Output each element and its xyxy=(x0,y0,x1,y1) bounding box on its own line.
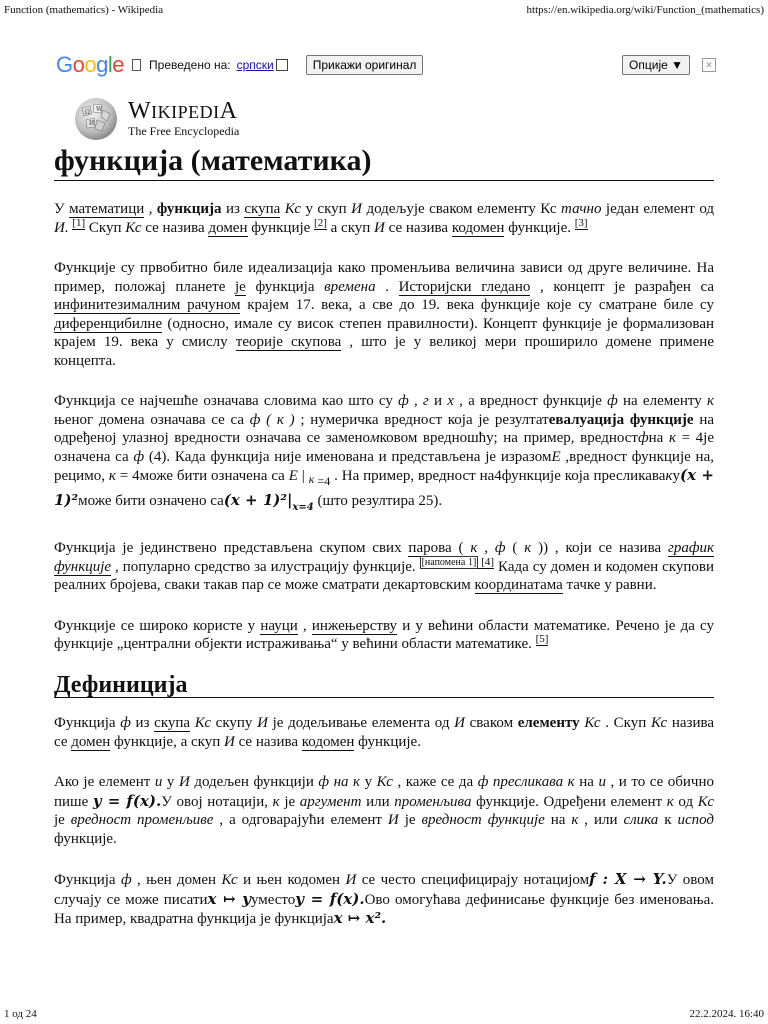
svg-text:Ω: Ω xyxy=(85,109,90,116)
reference-2[interactable]: [2] xyxy=(314,216,327,229)
link-science[interactable]: науци xyxy=(260,617,298,634)
print-page-number: 1 од 24 xyxy=(4,1008,37,1020)
section-heading-definition: Дефиниција xyxy=(54,676,714,699)
formula-evaluated: (x + 1)²| xyxy=(223,490,293,509)
link-infinitesimal-calculus[interactable]: инфинитезималним рачуном xyxy=(54,297,241,313)
paragraph-notation: Функција се најчешће означава словима као што су ф , г и х , а вредност функције ф на елементу к њеног домена означава се са ф ( к ) ; нумеричка вредност која је резултатевалуација функције на одређеној улазној вредности означава се заменомковом вредношћу; на пример, вредностфна к = 4је означена са ф (4). Када функција није именована и представљена је изразомЕ ,вредност функције на, рецимо, к = 4може бити означена са Е | $_к$ $_{=4}$ . На пример, вредност на4функције која пресликаваку(x + 1)²може бити означено $са(x + 1)^2|_{x=4}$ (што резултира 25). xyxy=(54,393,715,513)
reference-4[interactable]: [4] xyxy=(478,555,495,568)
translated-to-label: Преведено на: xyxy=(149,58,231,72)
close-icon[interactable]: ✕ xyxy=(702,58,716,72)
paragraph-arrow-notation: Функција ф , њен домен Кс и њен кодомен И се често специфицирају нотацијомf : X → Y.У овом случају се може писатиx ↦ yуместоy = f(x).Ово омогућава дефинисање функције без именовања. На пример, квадратна функција је функцијаx ↦ x². xyxy=(54,870,715,927)
page-title: функција (математика) xyxy=(54,144,714,181)
wikipedia-globe-icon xyxy=(70,94,122,142)
print-title: Function (mathematics) - Wikipedia xyxy=(4,4,164,16)
reference-3[interactable]: [3] xyxy=(574,216,588,229)
article-content xyxy=(54,200,714,951)
wordmark-tagline: The Free Encyclopedia xyxy=(128,124,240,138)
paragraph-usage: Функције се широко користе у науци , инжењерству и у већини области математике. Речено је да су функције „централни објекти истраживања“ у већини области математике. [5] xyxy=(54,617,715,652)
link-is[interactable]: је xyxy=(235,278,246,295)
google-translate-bar xyxy=(56,50,716,80)
formula-y-equals-f-x: y = f(x). xyxy=(92,791,162,810)
paragraph-history: Функције су првобитно биле идеализација како променљива величина зависи од друге величине. На пример, положај планете је функција времена . Историјски гледано , концепт је разрађен са инфинитезималним рачуном крајем 17. века, а све до 19. века функције које су сматране биле су диференцибилне (односно, имале су висок степен правилности). Концепт функције је формализован крајем 19. века у смислу теорије скупова , што је у великој мери проширило домене примене концепта. xyxy=(54,260,715,369)
paragraph-intro: У математици , функција из скупа Кс у скуп И додељује сваком елементу Кс тачно један елемент од И. [1] Скуп Кс се назива домен функције [2] а скуп И се назива кодомен функције. [3] xyxy=(54,201,715,236)
link-mathematics[interactable]: математици xyxy=(69,201,145,217)
formula-f-x-to-y: f : X → Y. xyxy=(589,870,667,888)
link-set[interactable]: скупа xyxy=(244,201,281,217)
language-checkbox[interactable] xyxy=(276,59,288,71)
print-header xyxy=(0,0,768,20)
paragraph-graph: Функција је јединствено представљена скупом свих парова ( к , ф ( к )) , који се назива график функције , популарно средство за илустрацију функције. [напомена 1] [4] Када су домен и кодомен скупови реалних бројева, сваки такав пар се може сматрати декартовским координатама тачке у равни. xyxy=(54,540,715,593)
google-logo: Google xyxy=(56,52,125,77)
link-graph-of-function[interactable]: график функције xyxy=(54,540,715,575)
link-codomain-2[interactable]: кодомен xyxy=(301,733,355,750)
svg-text:W: W xyxy=(96,106,103,113)
link-coordinates[interactable]: координатама xyxy=(474,577,563,593)
link-set-theory[interactable]: теорије скупова xyxy=(235,334,342,350)
reference-5[interactable]: [5] xyxy=(535,633,549,645)
link-domain[interactable]: домен xyxy=(208,219,248,236)
reference-1[interactable]: [1] xyxy=(72,216,86,229)
formula-x-mapsto-x-squared: x ↦ x². xyxy=(333,909,387,927)
options-button[interactable]: Опције ▼ xyxy=(622,55,690,75)
formula-y-equals-f-x-2: y = f(x). xyxy=(295,889,365,908)
link-pairs[interactable]: парова xyxy=(408,540,452,556)
paragraph-mapping: Ако је елемент и у И додељен функцији ф на к у Кс , каже се да ф пресликава к на и , и то се обично пише y = f(x).У овој нотацији, к је аргумент или променљива функције. Одређени елемент к од Кс је вредност променљиве , а одговарајући елемент И је вредност функције на к , или слика к испод функције. xyxy=(54,774,714,847)
wikipedia-wordmark xyxy=(128,99,239,137)
link-historically[interactable]: Историјски гледано xyxy=(398,278,531,295)
paragraph-definition: Функција ф из скупа Кс скупу И је додељивање елемента од И сваком елементу Кс . Скуп Кс назива се домен функције, а скуп И се назива кодомен функције. xyxy=(54,715,715,750)
print-footer xyxy=(0,1004,768,1024)
link-differentiable[interactable]: диференцибилне xyxy=(54,315,163,332)
link-engineering[interactable]: инжењерству xyxy=(311,617,398,634)
show-original-button[interactable]: Прикажи оригинал xyxy=(306,55,424,75)
formula-x-plus-1-squared: (x + 1)² xyxy=(54,466,714,509)
print-datetime: 22.2.2024. 16:40 xyxy=(689,1008,764,1020)
language-link[interactable]: српски xyxy=(236,58,274,72)
note-1[interactable]: [напомена 1] xyxy=(421,556,477,568)
link-codomain[interactable]: кодомен xyxy=(451,219,505,236)
svg-text:И: И xyxy=(89,120,95,127)
wikipedia-logo[interactable] xyxy=(70,94,370,142)
link-set-2[interactable]: скупа xyxy=(154,715,191,731)
formula-x-mapsto-y: x ↦ y xyxy=(207,889,251,908)
link-domain-2[interactable]: домен xyxy=(71,733,111,750)
wordmark-title: WIKIPEDIA xyxy=(128,98,238,124)
print-url: https://en.wikipedia.org/wiki/Function_(mathematics) xyxy=(526,4,764,16)
document-icon xyxy=(132,59,141,71)
